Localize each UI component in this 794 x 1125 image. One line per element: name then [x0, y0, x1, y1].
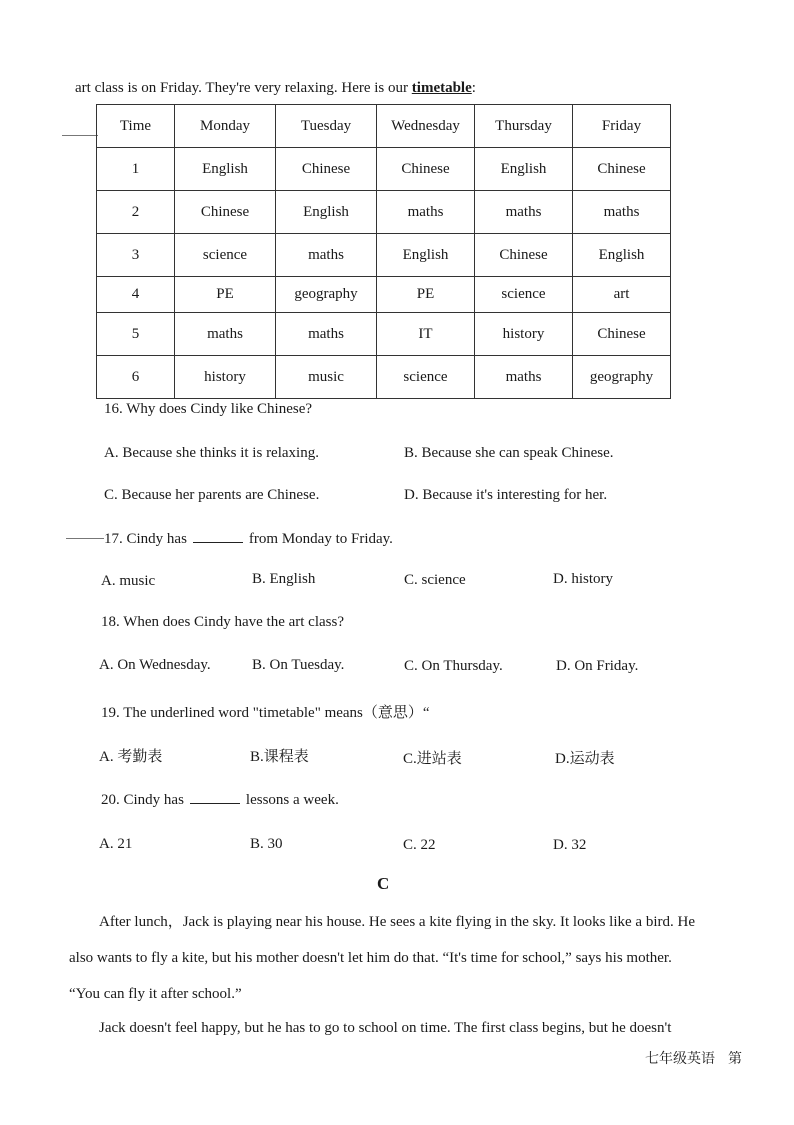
- table-cell: English: [573, 234, 671, 277]
- question-16-stem: 16. Why does Cindy like Chinese?: [104, 401, 313, 417]
- question-16-option-b[interactable]: B. Because she can speak Chinese.: [404, 445, 614, 461]
- question-19-option-c[interactable]: C.进站表: [403, 751, 462, 767]
- question-20-stem-end: lessons a week.: [245, 792, 339, 808]
- question-19-option-b[interactable]: B.课程表: [250, 749, 309, 765]
- footer-label: 七年级英语: [645, 1051, 715, 1067]
- table-cell: English: [175, 148, 276, 191]
- question-19-option-d[interactable]: D.运动表: [555, 751, 615, 767]
- table-cell: science: [175, 234, 276, 277]
- table-cell: music: [276, 356, 377, 399]
- scan-artifact-line: [62, 135, 98, 136]
- timetable-keyword: timetable: [411, 80, 472, 96]
- table-cell: maths: [475, 191, 573, 234]
- period-cell: 2: [97, 191, 175, 234]
- table-cell: maths: [276, 234, 377, 277]
- question-17-stem-end: from Monday to Friday.: [248, 531, 393, 547]
- table-cell: English: [475, 148, 573, 191]
- question-18-stem: 18. When does Cindy have the art class?: [101, 614, 344, 630]
- period-cell: 4: [97, 277, 175, 313]
- table-cell: maths: [573, 191, 671, 234]
- timetable-header-row: [97, 105, 671, 148]
- period-cell: 3: [97, 234, 175, 277]
- question-20-option-b[interactable]: B. 30: [250, 836, 283, 852]
- question-17-option-a[interactable]: A. music: [101, 573, 156, 589]
- header-wednesday: Wednesday: [377, 105, 475, 148]
- table-cell: maths: [475, 356, 573, 399]
- question-16-option-d[interactable]: D. Because it's interesting for her.: [404, 487, 608, 503]
- table-cell: Chinese: [475, 234, 573, 277]
- table-cell: PE: [377, 277, 475, 313]
- table-cell: Chinese: [276, 148, 377, 191]
- table-cell: IT: [377, 313, 475, 356]
- table-cell: Chinese: [573, 148, 671, 191]
- question-17-option-d[interactable]: D. history: [553, 571, 613, 587]
- section-c-paragraph-2: Jack doesn't feel happy, but he has to go to school on time. The first class begins, but he doesn't: [99, 1020, 672, 1036]
- question-20-option-d[interactable]: D. 32: [553, 837, 587, 853]
- header-tuesday: Tuesday: [276, 105, 377, 148]
- header-monday: Monday: [175, 105, 276, 148]
- table-cell: maths: [175, 313, 276, 356]
- question-17-stem-start: 17. Cindy has: [104, 531, 187, 547]
- table-cell: PE: [175, 277, 276, 313]
- intro-text: art class is on Friday. They're very relaxing. Here is our: [75, 80, 412, 96]
- question-18-option-a[interactable]: A. On Wednesday.: [99, 657, 211, 673]
- question-17-option-b[interactable]: B. English: [252, 571, 316, 587]
- scan-artifact-line: [66, 538, 104, 539]
- table-cell: Chinese: [573, 313, 671, 356]
- question-20-option-a[interactable]: A. 21: [99, 836, 133, 852]
- header-friday: Friday: [573, 105, 671, 148]
- question-19-option-a[interactable]: A. 考勤表: [99, 749, 163, 765]
- period-cell: 6: [97, 356, 175, 399]
- table-row: [97, 356, 671, 399]
- table-cell: maths: [377, 191, 475, 234]
- period-cell: 5: [97, 313, 175, 356]
- table-cell: maths: [276, 313, 377, 356]
- question-17-option-c[interactable]: C. science: [404, 572, 466, 588]
- question-16-option-a[interactable]: A. Because she thinks it is relaxing.: [104, 445, 319, 461]
- section-c-heading: C: [377, 874, 390, 893]
- table-cell: history: [475, 313, 573, 356]
- table-cell: art: [573, 277, 671, 313]
- table-row: [97, 234, 671, 277]
- table-cell: geography: [276, 277, 377, 313]
- table-cell: Chinese: [377, 148, 475, 191]
- question-16-option-c[interactable]: C. Because her parents are Chinese.: [104, 487, 320, 503]
- question-18-option-c[interactable]: C. On Thursday.: [404, 658, 503, 674]
- footer-page-fragment: 第: [728, 1051, 742, 1067]
- question-20-stem: [101, 791, 339, 809]
- table-row: [97, 277, 671, 313]
- question-20-option-c[interactable]: C. 22: [403, 837, 436, 853]
- question-18-option-b[interactable]: B. On Tuesday.: [252, 657, 345, 673]
- intro-colon: :: [471, 80, 476, 96]
- table-row: [97, 313, 671, 356]
- table-cell: science: [475, 277, 573, 313]
- table-cell: English: [276, 191, 377, 234]
- table-cell: English: [377, 234, 475, 277]
- question-18-option-d[interactable]: D. On Friday.: [556, 658, 639, 674]
- table-row: [97, 191, 671, 234]
- section-c-paragraph-1: After lunch，Jack is playing near his house. He sees a kite flying in the sky. It looks like a bird. He also wants to fly a kite, but his mother doesn't let him do that. “It's time for school,” says his mother. “You can fly it after school.”: [69, 914, 695, 1002]
- timetable: [96, 104, 671, 399]
- intro-line: [75, 80, 476, 97]
- period-cell: 1: [97, 148, 175, 191]
- table-cell: Chinese: [175, 191, 276, 234]
- answer-blank: [190, 791, 240, 804]
- header-time: Time: [97, 105, 175, 148]
- table-cell: geography: [573, 356, 671, 399]
- table-cell: history: [175, 356, 276, 399]
- question-19-stem: 19. The underlined word "timetable" means（意思）“: [101, 705, 430, 721]
- header-thursday: Thursday: [475, 105, 573, 148]
- question-20-stem-start: 20. Cindy has: [101, 792, 184, 808]
- answer-blank: [193, 530, 243, 543]
- table-cell: science: [377, 356, 475, 399]
- question-17-stem: [104, 530, 393, 548]
- table-row: [97, 148, 671, 191]
